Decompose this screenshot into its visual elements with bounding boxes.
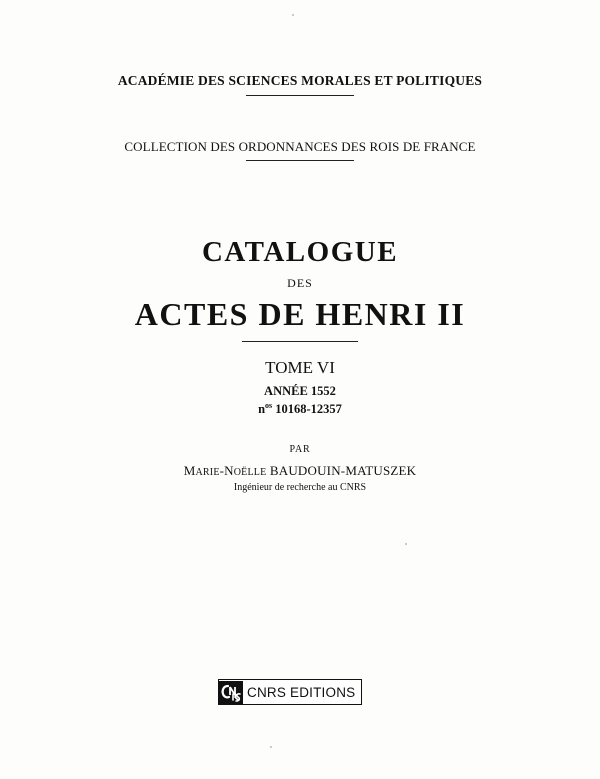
author-surname: BAUDOUIN-MATUSZEK [266, 463, 417, 478]
publisher-logo [218, 679, 362, 705]
publisher-name: CNRS EDITIONS [247, 684, 356, 700]
author-smallcaps: OËLLE [233, 467, 267, 478]
by-label: PAR [289, 444, 311, 455]
academy-heading: ACADÉMIE DES SCIENCES MORALES ET POLITIQUES [117, 73, 483, 88]
divider-rule [246, 160, 354, 161]
paper-speck [405, 543, 407, 545]
cnrs-logo-icon [219, 681, 243, 704]
divider-rule [242, 341, 358, 342]
title-line-actes: ACTES DE HENRI II [134, 296, 466, 332]
author-initial: M [183, 463, 196, 478]
author-initial: -N [219, 463, 234, 478]
paper-speck [292, 14, 294, 16]
numbers-superscript: os [265, 401, 273, 410]
volume-label: TOME VI [265, 358, 335, 377]
numbers-range: 10168-12357 [272, 402, 342, 417]
title-line-catalogue: CATALOGUE [201, 236, 399, 268]
act-number-range [0, 401, 600, 417]
year-label: ANNÉE 1552 [264, 384, 336, 398]
numbers-prefix: n [258, 402, 266, 417]
divider-rule [246, 95, 354, 96]
paper-speck [270, 746, 272, 748]
collection-heading: COLLECTION DES ORDONNANCES DES ROIS DE FRANCE [124, 139, 476, 154]
author-smallcaps: ARIE [195, 467, 220, 478]
author-name [0, 463, 600, 479]
title-line-des: DES [287, 276, 313, 290]
author-affiliation: Ingénieur de recherche au CNRS [233, 482, 367, 493]
